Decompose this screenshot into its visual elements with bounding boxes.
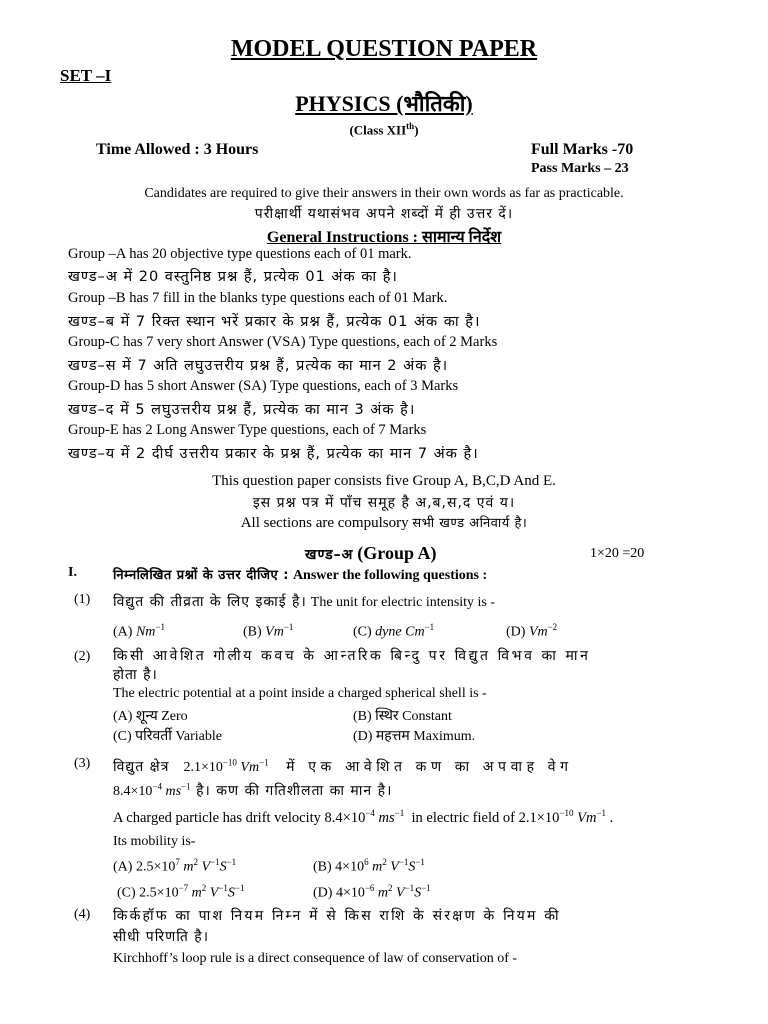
q1-option-a: (A) $Nm^{-1}$ bbox=[113, 622, 165, 640]
q3-option-c: (C) $2.5\times 10^{-7}$ $m^2$ $V^{-1}S^{-1}$ bbox=[117, 883, 245, 901]
q3-number: (3) bbox=[74, 756, 91, 771]
group-e-hindi: खण्ड–य में 2 दीर्घ उत्तरीय प्रकार के प्रश्न हैं, प्रत्येक का मान 7 अंक है। bbox=[68, 446, 479, 462]
section-marks: 1×20 =20 bbox=[590, 546, 645, 561]
q3-english-line1: A charged particle has drift velocity $8.4\times 10^{-4}$ $ms^{-1}$ in electric field of $2.1\times 10^{-10}$ $Vm^{-1}$ . bbox=[113, 808, 614, 826]
q2-number: (2) bbox=[74, 649, 91, 664]
q3-hindi-line2: $8.4\times 10^{-4}$ $ms^{-1}$ है। कण की गतिशीलता का मान है। bbox=[113, 781, 393, 799]
group-b-hindi: खण्ड–ब में 7 रिक्त स्थान भरें प्रकार के प्रश्न हैं, प्रत्येक 01 अंक का है। bbox=[68, 314, 481, 330]
set-label: SET –I bbox=[60, 66, 112, 85]
q1-option-d: (D) $Vm^{-2}$ bbox=[506, 622, 558, 640]
group-d-english: Group-D has 5 short Answer (SA) Type questions, each of 3 Marks bbox=[68, 378, 459, 394]
q3-english-line2: Its mobility is- bbox=[113, 834, 196, 849]
subject-title: PHYSICS (भौतिकी) bbox=[295, 91, 473, 116]
q4-hindi-line2: सीधी परिणति है। bbox=[113, 929, 209, 945]
paper-title: MODEL QUESTION PAPER bbox=[230, 36, 538, 62]
group-d-hindi: खण्ड–द में 5 लघुउत्तरीय प्रश्न हैं, प्रत्येक का मान 3 अंक है। bbox=[68, 402, 416, 418]
section-heading: खण्ड–अ (Group A) bbox=[305, 543, 437, 563]
q3-option-a: (A) $2.5\times 10^7$ $m^2$ $V^{-1}S^{-1}$ bbox=[113, 857, 237, 875]
candidates-english: Candidates are required to give their answers in their own words as far as practicable. bbox=[144, 186, 624, 201]
q4-english: Kirchhoff’s loop rule is a direct consequence of law of conservation of - bbox=[113, 951, 518, 966]
time-allowed: Time Allowed : 3 Hours bbox=[96, 141, 259, 158]
q1-text: विद्युत की तीव्रता के लिए इकाई है। The unit for electric intensity is - bbox=[113, 594, 496, 610]
group-c-hindi: खण्ड–स में 7 अति लघुउत्तरीय प्रश्न हैं, प्रत्येक का मान 2 अंक है। bbox=[68, 358, 449, 374]
group-c-english: Group-C has 7 very short Answer (VSA) Type questions, each of 2 Marks bbox=[68, 334, 498, 350]
group-a-english: Group –A has 20 objective type questions each of 01 mark. bbox=[68, 246, 412, 262]
class-label: (Class XIIth) bbox=[349, 121, 419, 138]
candidates-hindi: परीक्षार्थी यथासंभव अपने शब्दों में ही उत्तर दें। bbox=[254, 206, 514, 222]
q2-option-c: (C) परिवर्ती Variable bbox=[113, 729, 222, 744]
q4-number: (4) bbox=[74, 907, 91, 922]
consists-hindi: इस प्रश्न पत्र में पाँच समूह है अ,ब,स,द एवं य। bbox=[252, 495, 516, 511]
instruction-text: निम्नलिखित प्रश्नों के उत्तर दीजिए : Answer the following questions : bbox=[113, 568, 488, 583]
general-instructions-heading: General Instructions : सामान्य निर्देश bbox=[266, 229, 502, 246]
q2-english: The electric potential at a point inside a charged spherical shell is - bbox=[113, 686, 487, 701]
q2-option-a: (A) शून्य Zero bbox=[113, 709, 188, 724]
q2-hindi-line2: होता है। bbox=[113, 667, 158, 683]
instruction-number: I. bbox=[68, 565, 77, 580]
consists-english: This question paper consists five Group A, B,C,D And E. bbox=[212, 473, 556, 489]
q1-number: (1) bbox=[74, 592, 91, 607]
q2-option-b: (B) स्थिर Constant bbox=[353, 709, 452, 724]
pass-marks: Pass Marks – 23 bbox=[531, 161, 629, 176]
q2-hindi-line1: किसी आवेशित गोलीय कवच के आन्तरिक बिन्दु पर विद्युत विभव का मान bbox=[113, 648, 591, 664]
q1-option-b: (B) $Vm^{-1}$ bbox=[243, 622, 294, 640]
group-e-english: Group-E has 2 Long Answer Type questions, each of 7 Marks bbox=[68, 422, 427, 438]
group-a-hindi: खण्ड–अ में 20 वस्तुनिष्ठ प्रश्न हैं, प्रत्येक 01 अंक का है। bbox=[68, 269, 398, 285]
q1-option-c: (C) dyne $Cm^{-1}$ bbox=[353, 622, 435, 640]
q4-hindi-line1: किर्कहॉफ का पाश नियम निम्न में से किस राशि के संरक्षण के नियम की bbox=[113, 908, 561, 924]
q3-option-b: (B) $4\times 10^6$ $m^2$ $V^{-1}S^{-1}$ bbox=[313, 857, 425, 875]
q3-option-d: (D) $4\times 10^{-6}$ $m^2$ $V^{-1}S^{-1}$ bbox=[313, 883, 431, 901]
compulsory-line: All sections are compulsory सभी खण्ड अनिवार्य है। bbox=[240, 515, 528, 531]
q2-option-d: (D) महत्तम Maximum. bbox=[353, 729, 476, 744]
group-b-english: Group –B has 7 fill in the blanks type questions each of 01 Mark. bbox=[68, 290, 448, 306]
full-marks: Full Marks -70 bbox=[531, 141, 634, 158]
q3-hindi-line1: विद्युत क्षेत्र $2.1\times 10^{-10}$ $Vm^{-1}$ में एक आवेशित कण का अपवाह वेग bbox=[113, 757, 573, 775]
